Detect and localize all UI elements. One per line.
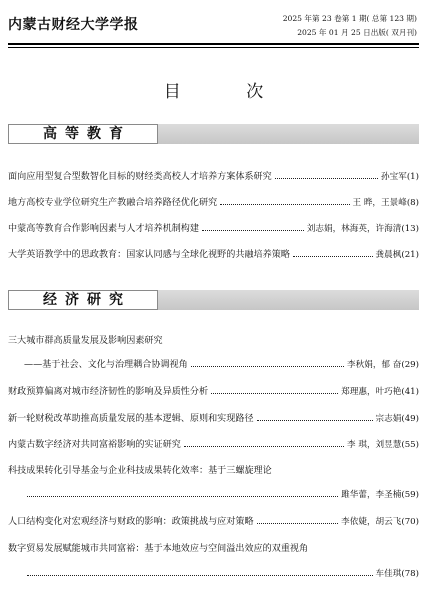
entry-page: (59) (401, 490, 419, 500)
toc-entry[interactable] (8, 514, 419, 530)
entry-title: 新一轮财税改革助推高质量发展的基本逻辑、原则和实现路径 (8, 414, 254, 424)
entry-authors: 王 晔，王景峰 (352, 198, 407, 208)
journal-title: 内蒙古财经大学学报 (8, 17, 139, 33)
entry-title: 内蒙古数字经济对共同富裕影响的实证研究 (8, 440, 181, 450)
toc-entry[interactable] (8, 169, 419, 185)
dot-leader (27, 487, 338, 497)
dot-leader (257, 514, 339, 524)
toc-title: 目 次 (163, 82, 294, 102)
entry-title: 财政预算偏离对城市经济韧性的影响及异质性分析 (8, 387, 209, 397)
toc-entry[interactable] (8, 411, 419, 427)
entry-authors: 宗志娟 (375, 414, 402, 424)
entry-page: (21) (401, 250, 419, 260)
entry-title: 大学英语教学中的思政教育：国家认同感与全球化视野的共融培养策略 (8, 250, 290, 260)
entry-authors: 李依婕，胡云飞 (341, 517, 402, 527)
entry-title[interactable]: 科技成果转化引导基金与企业科技成果转化效率：基于三螺旋理论 (8, 466, 272, 476)
entry-page: (41) (401, 387, 419, 397)
toc-entry[interactable] (24, 487, 419, 503)
entry-authors: 孙宝军 (381, 172, 407, 182)
dot-leader (191, 357, 344, 367)
entry-authors: 车佳琪 (375, 569, 402, 579)
entry-authors: 李 琪，刘昱慧 (347, 440, 402, 450)
toc-entry[interactable] (24, 566, 419, 582)
entry-authors: 雎华蕾，李圣楠 (341, 490, 402, 500)
entry-authors: 李秋娟，郁 奋 (347, 360, 402, 370)
entry-title: 人口结构变化对宏观经济与财政的影响：政策挑战与应对策略 (8, 517, 254, 527)
toc-entry[interactable] (24, 357, 419, 373)
dot-leader (27, 566, 373, 576)
entry-page: (13) (401, 224, 419, 234)
entry-page: (8) (406, 198, 419, 208)
date-line: 2025 年 01 月 25 日出版( 双月刊) (297, 28, 417, 37)
entry-title: 面向应用型复合型数智化目标的财经类高校人才培养方案体系研究 (8, 172, 272, 182)
entry-page: (1) (406, 172, 419, 182)
entry-authors: 郑理惠，叶巧艳 (341, 387, 402, 397)
toc-entry[interactable] (8, 437, 419, 453)
header-rule-thick (8, 43, 419, 45)
entry-title[interactable]: 三大城市群高质量发展及影响因素研究 (8, 336, 163, 346)
header-rule-thin (8, 47, 419, 48)
section-heading: 经济研究 (8, 290, 158, 310)
dot-leader (211, 384, 338, 394)
toc-entry[interactable] (8, 247, 419, 263)
section-bar-economic-research (8, 290, 419, 310)
entry-authors: 刘志娟，林海英，许海清 (306, 224, 402, 234)
dot-leader (257, 411, 373, 421)
toc-entry[interactable] (8, 195, 419, 211)
dot-leader (275, 169, 378, 179)
issue-line: 2025 年第 23 卷第 1 期( 总第 123 期) (282, 14, 417, 23)
entry-page: (70) (401, 517, 419, 527)
entry-page: (78) (401, 569, 419, 579)
entry-subtitle: ——基于社会、文化与治理耦合协调视角 (24, 360, 188, 370)
dot-leader (184, 437, 344, 447)
entry-title: 地方高校专业学位研究生产教融合培养路径优化研究 (8, 198, 218, 208)
section-bar-higher-education (8, 124, 419, 144)
entry-page: (55) (401, 440, 419, 450)
dot-leader (293, 247, 373, 257)
dot-leader (220, 195, 349, 205)
entry-page: (29) (401, 360, 419, 370)
entry-page: (49) (401, 414, 419, 424)
dot-leader (202, 221, 304, 231)
entry-title[interactable]: 数字贸易发展赋能城市共同富裕：基于本地效应与空间溢出效应的双重视角 (8, 544, 309, 554)
section-heading: 高等教育 (8, 124, 158, 144)
entry-title: 中蒙高等教育合作影响因素与人才培养机制构建 (8, 224, 199, 234)
issue-info (283, 12, 417, 40)
toc-entry[interactable] (8, 384, 419, 400)
entry-authors: 龚晨枫 (375, 250, 402, 260)
toc-entry[interactable] (8, 221, 419, 237)
